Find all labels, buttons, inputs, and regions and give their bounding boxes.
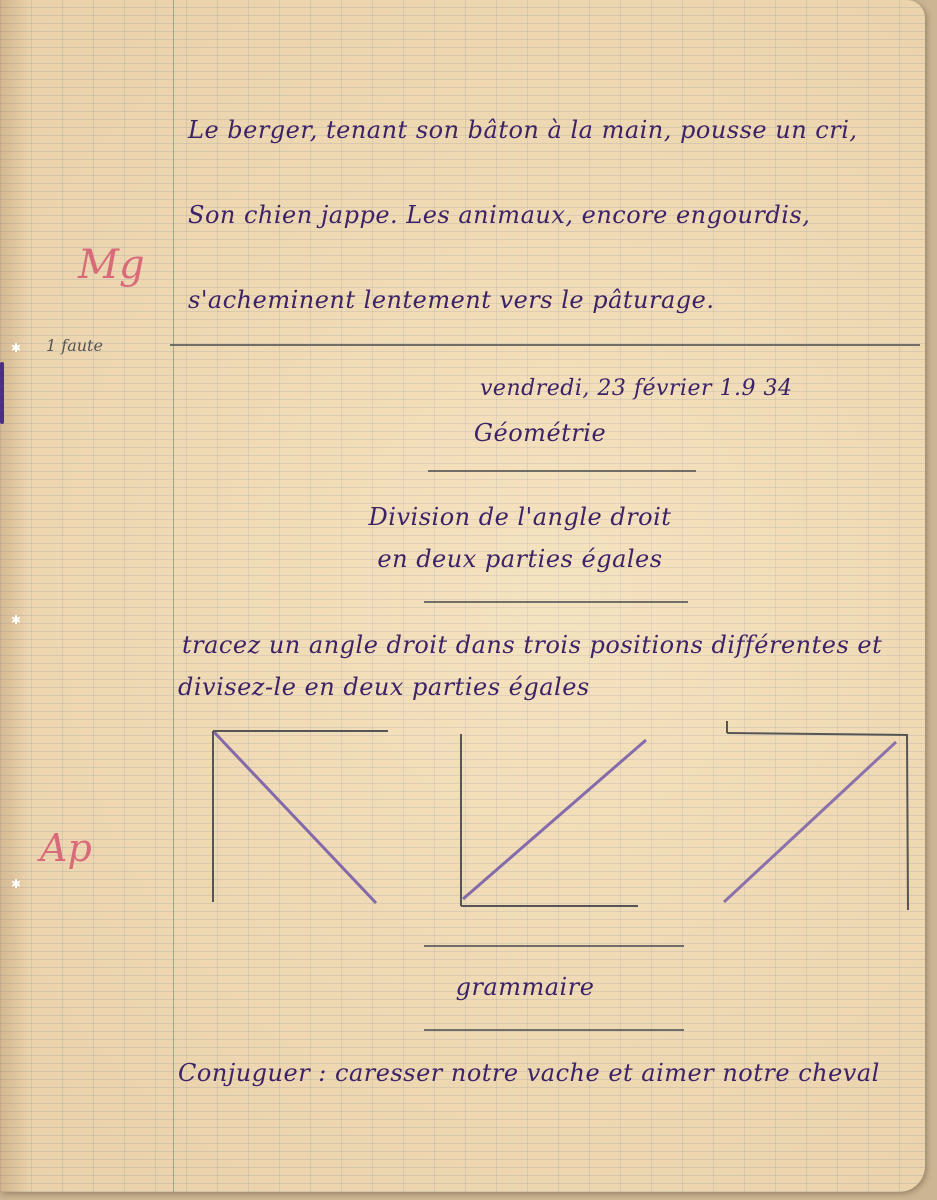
instruction-line-2: divisez-le en deux parties égales <box>178 673 590 701</box>
error-count-note: 1 faute <box>46 336 103 355</box>
date-heading: vendredi, 23 février 1.9 34 <box>480 376 793 401</box>
subject-heading-geometry: Géométrie <box>473 419 607 447</box>
stitch-icon: ✱ <box>10 613 22 627</box>
instruction-line-1: tracez un angle droit dans trois positions différentes et <box>182 631 883 659</box>
right-angle-figure-2 <box>461 734 646 906</box>
grammar-underline <box>424 1029 684 1031</box>
stitch-icon: ✱ <box>10 877 22 891</box>
stitch-icon: ✱ <box>10 341 22 355</box>
section-divider-2 <box>424 945 684 947</box>
lesson-title-line-2: en deux parties égales <box>377 545 663 573</box>
text-line-3: s'acheminent lentement vers le pâturage. <box>188 286 715 314</box>
right-angle-figure-1 <box>213 731 388 903</box>
lesson-title-line-1: Division de l'angle droit <box>368 503 672 531</box>
exercise-line: Conjuguer : caresser notre vache et aimer notre cheval <box>178 1059 880 1087</box>
text-line-1: Le berger, tenant son bâton à la main, pousse un cri, <box>188 116 858 144</box>
teacher-mark-1: Mg <box>78 242 145 288</box>
right-angle-figure-3 <box>724 721 908 910</box>
subject-heading-grammar: grammaire <box>455 973 595 1001</box>
text-line-2: Son chien jappe. Les animaux, encore engourdis, <box>188 201 811 229</box>
teacher-mark-2: Ap <box>40 826 92 870</box>
